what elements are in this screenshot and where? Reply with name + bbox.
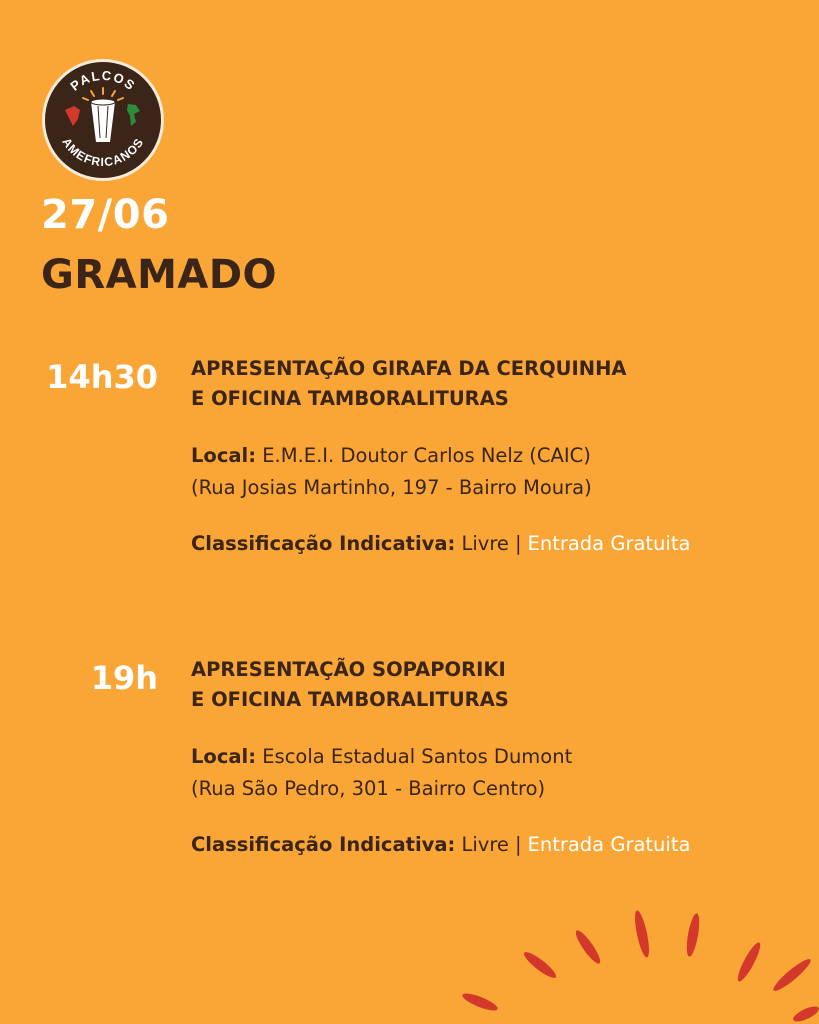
event-title-line: APRESENTAÇÃO GIRAFA DA CERQUINHA bbox=[191, 357, 627, 380]
event-title-line: E OFICINA TAMBORALITURAS bbox=[191, 688, 509, 711]
event-city: GRAMADO bbox=[41, 252, 278, 298]
entry-info: Entrada Gratuita bbox=[527, 532, 691, 555]
event-title-line: E OFICINA TAMBORALITURAS bbox=[191, 387, 509, 410]
location-name: E.M.E.I. Doutor Carlos Nelz (CAIC) bbox=[262, 444, 591, 467]
location-address: (Rua São Pedro, 301 - Bairro Centro) bbox=[191, 777, 546, 800]
location-name: Escola Estadual Santos Dumont bbox=[262, 745, 573, 768]
entry-info: Entrada Gratuita bbox=[527, 833, 691, 856]
event-time: 19h bbox=[90, 659, 158, 697]
separator: | bbox=[514, 532, 522, 555]
rating-label: Classificação Indicativa: bbox=[191, 833, 456, 856]
location-address: (Rua Josias Martinho, 197 - Bairro Moura) bbox=[191, 476, 592, 499]
event-time: 14h30 bbox=[46, 358, 158, 396]
rating-label: Classificação Indicativa: bbox=[191, 532, 456, 555]
rating-value: Livre bbox=[461, 833, 509, 856]
event-date: 27/06 bbox=[41, 192, 170, 238]
separator: | bbox=[514, 833, 522, 856]
location-label: Local: bbox=[191, 745, 257, 768]
rating-value: Livre bbox=[461, 532, 509, 555]
logo-text-top: PALCOS bbox=[67, 67, 139, 94]
event-title-line: APRESENTAÇÃO SOPAPORIKI bbox=[191, 658, 506, 681]
logo-text-bottom: AMEFRICANOS bbox=[59, 135, 147, 170]
location-label: Local: bbox=[191, 444, 257, 467]
